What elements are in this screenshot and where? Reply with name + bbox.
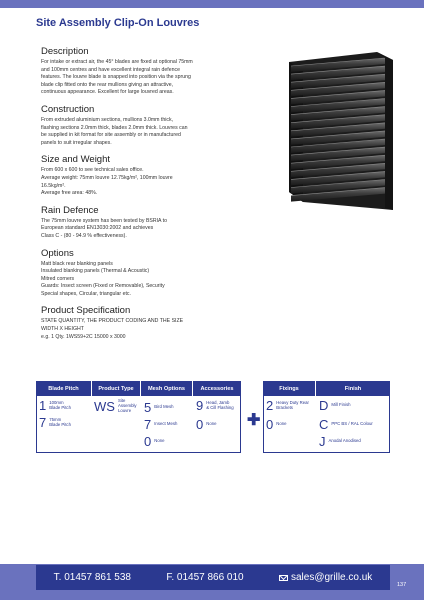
product-type-desc: Site Assembly Louvre (117, 398, 137, 413)
mesh-code: 0 (144, 434, 152, 449)
finish-option (319, 418, 373, 431)
blade-pitch-code: 7 (39, 415, 47, 430)
mesh-option (144, 435, 165, 448)
contact-bar (36, 565, 390, 590)
accessory-desc: Head, Jamb & Cill Flashing (206, 399, 234, 410)
blade-pitch-desc: 100mm Blade Pitch (49, 399, 71, 410)
section-body-size-weight: From 600 x 600 to see technical sales office. Average weight: 75mm louvre 12.75kg/m², 100mm louvre 16.5kg/m². Average free area: 48%. (41, 167, 173, 197)
product-code-table (36, 381, 390, 453)
product-type-option (94, 399, 137, 413)
header-blade-pitch: Blade Pitch (36, 381, 91, 396)
fax-number: F. 01457 866 010 (166, 572, 244, 583)
accessory-code: 0 (196, 417, 204, 432)
fixing-desc: None (276, 421, 287, 427)
finish-option (319, 399, 351, 412)
page-number: 137 (397, 582, 407, 588)
mesh-option (144, 401, 174, 414)
envelope-icon (279, 575, 288, 581)
phone-number[interactable]: T. 01457 861 538 (53, 572, 131, 583)
section-heading-description: Description (41, 46, 89, 57)
section-heading-product-specification: Product Specification (41, 305, 131, 317)
blade-pitch-option (39, 399, 71, 412)
finish-code: C (319, 417, 329, 432)
mesh-code: 5 (144, 400, 152, 415)
section-body-product-specification: STATE QUANTITY, THE PRODUCT CODING AND THE SIZE WIDTH X HEIGHT e.g. 1 Qty. 1WS59+2C 15000 x 3000 (41, 318, 184, 340)
section-heading-options: Options (41, 247, 74, 259)
finish-desc: PPC BS / RAL Colour (331, 421, 373, 427)
fixing-code: 2 (266, 398, 274, 413)
accessory-desc: None (206, 421, 217, 427)
finish-code: D (319, 398, 329, 413)
section-body-description: For intake or extract air, the 45° blades are fixed at optional 75mm and 100mm centres and have excellent integral rain defence features. The louvre blade is snapped into position via the sprung blade clip fitted onto the rear mullions giving an attractive, continuous appearance. Excellent for large louvred areas. (41, 59, 193, 96)
finish-option (319, 435, 361, 448)
accessory-option (196, 399, 234, 412)
mesh-option (144, 418, 177, 431)
finish-desc: Mill Finish (331, 402, 351, 408)
louvre-product-image (289, 52, 393, 210)
top-bar (0, 0, 424, 8)
header-fixings: Fixings (263, 381, 315, 396)
mesh-desc: None (154, 438, 165, 444)
fixing-desc: Heavy Duty Rear Brackets (276, 399, 309, 410)
mesh-desc: Insect Mesh (154, 421, 178, 427)
blade-pitch-desc: 75mm Blade Pitch (49, 416, 71, 427)
content-column (41, 46, 277, 341)
fixing-option (266, 418, 287, 431)
finish-desc: Anodal Anodised (328, 438, 361, 444)
mesh-code: 7 (144, 417, 152, 432)
blade-pitch-option (39, 416, 71, 429)
email-address[interactable]: sales@grille.co.uk (290, 572, 373, 583)
section-body-construction: From extruded aluminium sections, mullions 3.0mm thick, flashing sections 2.0mm thick, blades 2.0mm thick. Louvres can be supplied in kit format for site assembly or in manufactured panels to suit irregular shapes. (41, 116, 188, 146)
product-type-code: WS (94, 398, 115, 414)
section-heading-size-weight: Size and Weight (41, 154, 111, 166)
accessory-code: 9 (196, 398, 204, 413)
plus-icon: ✚ (247, 412, 261, 429)
mesh-desc: Bird Mesh (154, 404, 174, 410)
email-link[interactable] (279, 572, 372, 583)
header-accessories: Accessories (193, 381, 241, 396)
page-title: Site Assembly Clip-On Louvres (36, 17, 200, 29)
section-body-options: Matt black rear blanking panels Insulated blanking panels (Thermal & Acoustic) Mitred corners Guards: Insect screen (Fixed or Removable), Security Special shapes, Circular, triangular etc. (41, 260, 165, 297)
accessory-option (196, 418, 217, 431)
header-mesh-options: Mesh Options (141, 381, 192, 396)
fixing-option (266, 399, 309, 412)
finish-code: J (319, 434, 326, 449)
section-body-rain-defence: The 75mm louvre system has been tested by BSRIA to European standard EN13030:2002 and achieves Class C - (80 - 94.9 % effectiveness). (41, 217, 168, 239)
blade-pitch-code: 1 (39, 398, 47, 413)
section-heading-rain-defence: Rain Defence (41, 204, 99, 216)
header-finish: Finish (316, 381, 390, 396)
section-heading-construction: Construction (41, 103, 95, 115)
header-product-type: Product Type (92, 381, 140, 396)
fixing-code: 0 (266, 417, 274, 432)
